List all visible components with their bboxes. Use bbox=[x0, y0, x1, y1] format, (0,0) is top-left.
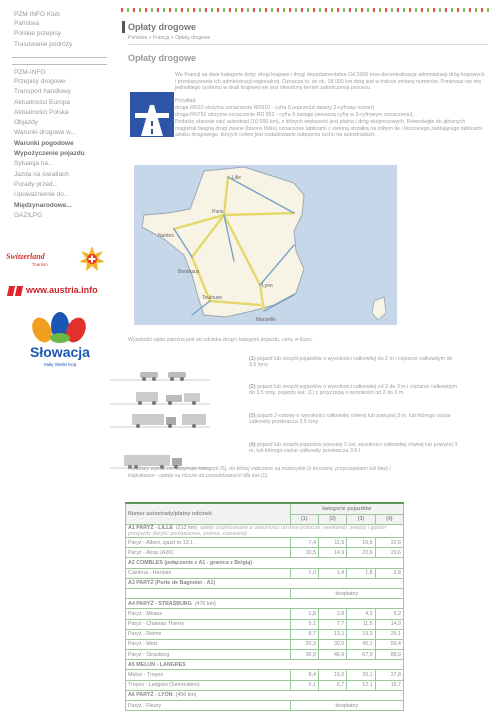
sidebar-item-objazdy[interactable]: Objazdy bbox=[14, 119, 38, 127]
slovakia-flower-icon bbox=[20, 310, 100, 346]
col-cat-4: (4) bbox=[375, 514, 403, 525]
map-label-lyon: Lyon bbox=[262, 283, 273, 289]
segment-cell: Paryż - Arras (A26) bbox=[126, 548, 291, 558]
section-km: (212 km) bbox=[176, 525, 197, 531]
segment-cell bbox=[126, 588, 291, 598]
price-cell: 89,9 bbox=[375, 650, 403, 660]
section-label: A6 PARYŻ - LYON bbox=[128, 692, 173, 699]
category-4-desc bbox=[249, 442, 459, 455]
section-cell bbox=[126, 660, 404, 670]
section-cell bbox=[126, 690, 404, 700]
price-cell: 5,2 bbox=[375, 609, 403, 619]
price-cell: 46,6 bbox=[318, 650, 346, 660]
table-section-row bbox=[126, 525, 404, 538]
sidebar-club-section bbox=[14, 10, 108, 50]
pricing-intro: Wysokość opłat zależna jest od odcinka drogi i kategorii pojazdu, ceny w Euro: bbox=[128, 337, 313, 343]
segment-cell: Paryż - Strasburg bbox=[126, 650, 291, 660]
section-title: Opłaty drogowe bbox=[128, 53, 197, 63]
example-label: Przykład: bbox=[175, 98, 197, 104]
price-cell: 7,7 bbox=[318, 619, 346, 629]
price-cell: 30,5 bbox=[318, 639, 346, 649]
table-row bbox=[126, 670, 404, 680]
sidebar-item-warunki-pogodowe[interactable]: Warunki pogodowe bbox=[14, 139, 74, 147]
title-divider bbox=[128, 44, 488, 45]
decorative-dots bbox=[121, 8, 489, 12]
car-category-1-icon bbox=[110, 363, 230, 385]
austria-flag-icon bbox=[7, 286, 15, 296]
price-cell: 4,3 bbox=[347, 609, 375, 619]
segment-cell: Paryż - Chateau Thierry bbox=[126, 619, 291, 629]
sidebar-item-porady[interactable]: Porady przed... bbox=[14, 180, 59, 188]
sidebar-item-aktualnosci-europa[interactable]: Aktualności Europa bbox=[14, 98, 71, 106]
category-3-desc bbox=[249, 413, 459, 426]
price-cell: 19,3 bbox=[347, 629, 375, 639]
breadcrumb[interactable]: Państwa > Francja > Opłaty drogowe bbox=[128, 35, 211, 41]
price-cell: 5,1 bbox=[290, 680, 318, 690]
table-section-row bbox=[126, 690, 404, 700]
price-cell: 45,1 bbox=[347, 639, 375, 649]
segment-cell: Troyes - Langres (Semoutiers) bbox=[126, 680, 291, 690]
price-cell: 16,5 bbox=[347, 538, 375, 548]
price-cell: 59,4 bbox=[375, 639, 403, 649]
slovakia-subtext: Mały Wielki Kraj bbox=[43, 362, 76, 367]
price-cell: 22,6 bbox=[375, 538, 403, 548]
sidebar-info-header: PZM-INFO bbox=[14, 69, 46, 76]
price-cell: 20,1 bbox=[347, 670, 375, 680]
table-row bbox=[126, 548, 404, 558]
map-label-bordeaux: Bordeaux bbox=[178, 269, 200, 275]
motorway-sign-icon bbox=[130, 92, 174, 137]
price-cell: 12,1 bbox=[347, 680, 375, 690]
segment-cell: Paryż - Meaux bbox=[126, 609, 291, 619]
price-cell: 1,8 bbox=[290, 609, 318, 619]
price-cell: 7,4 bbox=[290, 538, 318, 548]
price-cell: 16,7 bbox=[375, 680, 403, 690]
section-cell bbox=[126, 558, 404, 568]
segment-cell: Cambrai - Hordain bbox=[126, 568, 291, 578]
price-cell: 13,1 bbox=[318, 629, 346, 639]
price-cell: 14,9 bbox=[318, 548, 346, 558]
segment-cell: Melun - Troyes bbox=[126, 670, 291, 680]
price-cell: 2,8 bbox=[318, 609, 346, 619]
price-cell: 14,9 bbox=[375, 619, 403, 629]
table-row bbox=[126, 650, 404, 660]
map-label-nantes: Nantes bbox=[158, 233, 174, 239]
free-cell: bezpłatny bbox=[290, 701, 403, 711]
price-cell: 27,8 bbox=[375, 670, 403, 680]
price-cell: 11,5 bbox=[347, 619, 375, 629]
price-cell: 10,5 bbox=[290, 548, 318, 558]
col-cat-3: (3) bbox=[347, 514, 375, 525]
segment-cell: Paryż - Fleury bbox=[126, 701, 291, 711]
section-label: A5 MELUN - LANGRES bbox=[128, 661, 186, 668]
map-label-lille: Lille bbox=[232, 175, 241, 181]
segment-cell: Paryż - Reims bbox=[126, 629, 291, 639]
sidebar-divider bbox=[12, 57, 107, 58]
table-row bbox=[126, 568, 404, 578]
price-cell: 5,1 bbox=[290, 619, 318, 629]
sidebar-club-header: PZM INFO Klub bbox=[14, 11, 60, 18]
price-cell: 1,4 bbox=[318, 568, 346, 578]
title-marker bbox=[122, 21, 125, 33]
category-4-text: pojazd lub zespół pojazdów powyżej 2 osi, wysokości całkowitej równej lub powyżej 3 m, lub którego ciężar całkowity przekracza 3.5 t bbox=[249, 442, 458, 455]
map-label-paris: Paris bbox=[212, 209, 224, 215]
table-row bbox=[126, 639, 404, 649]
category-1-text: pojazd lub zespół pojazdów o wysokości całkowitej do 2 m i ciężarze całkowitym do 3.5 tony bbox=[249, 356, 453, 369]
price-cell: 11,5 bbox=[318, 538, 346, 548]
section-km: (456 km) bbox=[175, 692, 197, 699]
sidebar-info-section bbox=[14, 68, 108, 221]
page-title: Opłaty drogowe bbox=[128, 22, 197, 32]
section-label: A2 COMBLES (połączenie z A1 - granica z Belgią) bbox=[128, 559, 253, 566]
price-cell: 2,8 bbox=[375, 568, 403, 578]
sidebar-item-sytuacja[interactable]: Sytuacja na... bbox=[14, 160, 54, 168]
category-3-num: (3) bbox=[249, 413, 256, 419]
col-categories-header: kategorie pojazdów bbox=[290, 503, 403, 514]
table-section-row bbox=[126, 558, 404, 568]
table-section-row bbox=[126, 599, 404, 609]
toll-table bbox=[125, 502, 404, 711]
sidebar-item-warunki-drogowe[interactable]: Warunki drogowe w... bbox=[14, 129, 76, 137]
example-1: droga RN10 otrzyma oznaczenie RD910 - cyfra 9 poprzedzi dawny 2-cyfrowy numer) bbox=[175, 105, 375, 111]
france-road-map bbox=[134, 165, 397, 325]
section-label: A4 PARYŻ - STRASBURG bbox=[128, 600, 192, 607]
table-row bbox=[126, 619, 404, 629]
free-cell: bezpłatny bbox=[290, 588, 403, 598]
sidebar-item-miedzynarodowe[interactable]: Międzynarodowe... bbox=[14, 201, 72, 209]
table-row bbox=[126, 538, 404, 548]
category-2-num: (2) bbox=[249, 384, 256, 390]
section-cell bbox=[126, 525, 404, 538]
section-km: (470 km) bbox=[194, 600, 216, 607]
category-2-text: pojazd lub zespół pojazdów o wysokości całkowitej od 2 do 3 m i ciężarze całkowitym do 3.5 tony, pojazdy kat. (1) z przyczepą o wysokości od 2 do 3 m bbox=[249, 384, 457, 397]
map-label-marseille: Marseille bbox=[256, 317, 277, 323]
van-category-2-icon bbox=[110, 387, 230, 409]
example-2: droga RN752 otrzyma oznaczenie RD 952 - cyfra 9 zastąpi pierwszą cyfrę w 3-cyfrowym oznaczeniu), bbox=[175, 112, 415, 118]
section-note: opłaty zróżnicowane w zależności od dnia (robocze, weekendy, święta) i godzin przejazdu (taryfa: podstawowa, zielona, czerwona) bbox=[128, 525, 387, 537]
price-cell: 1,0 bbox=[290, 568, 318, 578]
category-1-desc bbox=[249, 356, 459, 369]
austria-flag-icon bbox=[15, 286, 23, 296]
price-cell: 20,3 bbox=[290, 639, 318, 649]
table-section-row bbox=[126, 578, 404, 588]
sidebar-item-trasowanie[interactable]: Trasowanie podróży bbox=[14, 40, 73, 48]
slovakia-banner[interactable] bbox=[20, 310, 100, 380]
table-row bbox=[126, 629, 404, 639]
col-cat-2: (2) bbox=[318, 514, 346, 525]
col-cat-1: (1) bbox=[290, 514, 318, 525]
table-row bbox=[126, 680, 404, 690]
price-cell: 67,9 bbox=[347, 650, 375, 660]
switzerland-text: Switzerland bbox=[6, 252, 45, 261]
price-cell: 1,8 bbox=[347, 568, 375, 578]
col-section-header: Numer autostrady/płatny odcinek bbox=[126, 503, 291, 525]
sidebar-item-gaz-lpg[interactable]: GAZ/LPG bbox=[14, 211, 43, 219]
table-row bbox=[126, 701, 404, 711]
sidebar-item-aktualnosci-polska[interactable]: Aktualności Polska bbox=[14, 108, 69, 116]
sidebar-item-wypozyczenie[interactable]: Wypożyczenie pojazdu bbox=[14, 150, 85, 158]
main-content bbox=[121, 0, 490, 720]
sidebar-item-przepisy-drogowe[interactable]: Przepisy drogowe bbox=[14, 78, 66, 85]
truck-category-3-icon bbox=[110, 410, 230, 432]
section-cell bbox=[126, 599, 404, 609]
austria-banner[interactable] bbox=[6, 284, 112, 298]
austria-url: www.austria.info bbox=[26, 285, 98, 295]
slovakia-text: Słowacja bbox=[30, 344, 90, 360]
switzerland-subtext: Tourism bbox=[32, 262, 48, 267]
example-3: Podaćto obecnie sieć autostrad (10 000 km), z których większość jest płatna i dróg ekspresowych. Równolegle do głównych magistral biegną drogi zwane (bisons fûtés) oznaczone tablicami z zieloną strzałką na żółtym tle i tłoczonego zaldującego tablicami szlaku drogowego, których celem jest rozładowanie natężenia ruchu na autostradach. bbox=[175, 119, 482, 138]
switzerland-banner[interactable] bbox=[4, 246, 108, 280]
moto-note: Poniższy wykaz nie obejmuje kategorii (5), do której zaliczane są motocykle (z koszami, przyczepkami lub bez) i trójkołowce - opłaty są niższe od przewidzianych dla kat.(1). bbox=[128, 466, 391, 479]
category-1-num: (1) bbox=[249, 356, 256, 362]
price-cell: 8,4 bbox=[290, 670, 318, 680]
price-cell: 8,7 bbox=[290, 629, 318, 639]
category-3-text: pojazd 2-osiowy o wysokości całkowitej równej lub powyżej 3 m, lub którego ciężar całkowity przekracza 3.5 tony bbox=[249, 413, 451, 426]
segment-cell: Paryż - Metz bbox=[126, 639, 291, 649]
sidebar-divider bbox=[12, 64, 107, 65]
section-label: A1 PARYŻ - LILLE bbox=[128, 525, 174, 531]
sidebar bbox=[0, 0, 112, 720]
section-label: A3 PARYŻ (Porte de Bagnolet - A1) bbox=[128, 580, 216, 587]
sidebar-item-upowaznienie[interactable]: Upoważnienie do... bbox=[14, 191, 70, 199]
price-cell: 6,7 bbox=[318, 680, 346, 690]
table-row bbox=[126, 588, 404, 598]
table-section-row bbox=[126, 660, 404, 670]
segment-cell: Paryż - Albert, zjazd nr 13.1 bbox=[126, 538, 291, 548]
sidebar-item-jazda-na-swiatlach[interactable]: Jazda na światłach bbox=[14, 170, 69, 178]
price-cell: 25,1 bbox=[375, 629, 403, 639]
table-row bbox=[126, 609, 404, 619]
price-cell: 22,6 bbox=[347, 548, 375, 558]
price-cell: 29,6 bbox=[375, 548, 403, 558]
price-cell: 30,9 bbox=[290, 650, 318, 660]
map-label-toulouse: Toulouse bbox=[202, 295, 223, 301]
sidebar-item-transport[interactable]: Transport handlowy bbox=[14, 88, 71, 96]
intro-text: We Francji są dwie kategorie dróg: drogi krajowe i drogi departamentalne.Od 2006 trwa decentralizacja administracji dróg krajowych i przekazywanie ich administracji regionalnej. Oznacza to, że ok. 18 000 km dróg jest w trakcie zmiany numerów. Ponieważ nie ma jednolitego systemu w skali krajowej nie jest określony termin zakończenia procesu. bbox=[175, 72, 485, 91]
category-2-desc bbox=[249, 384, 459, 397]
price-cell: 16,0 bbox=[318, 670, 346, 680]
section-cell bbox=[126, 578, 404, 588]
category-4-num: (4) bbox=[249, 442, 256, 448]
sidebar-item-panstwa[interactable]: Państwa bbox=[14, 20, 39, 27]
sidebar-item-polskie-przepisy[interactable]: Polskie przepisy bbox=[14, 30, 61, 38]
